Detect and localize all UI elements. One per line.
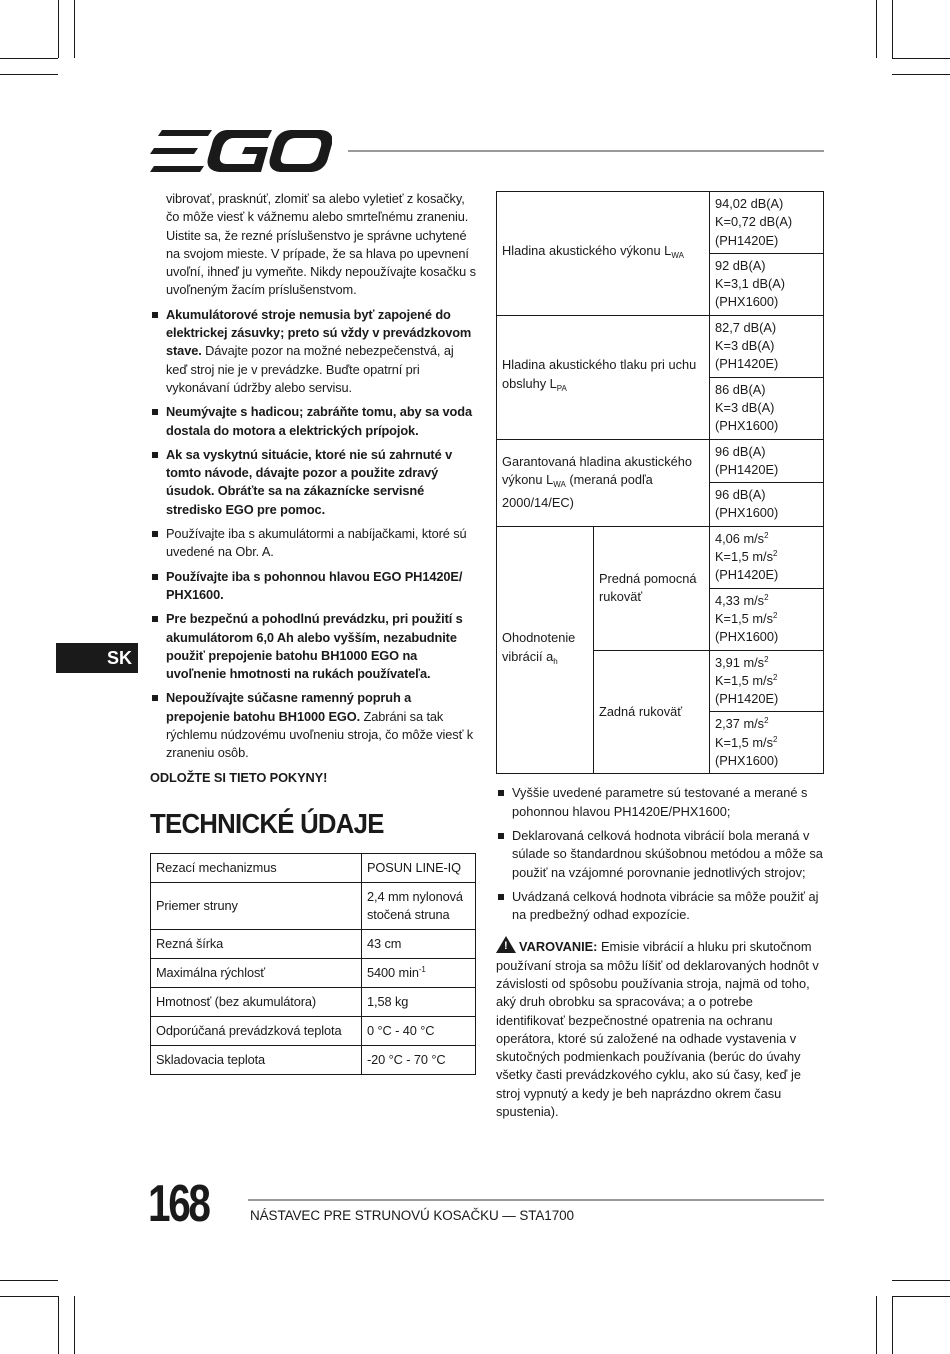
spec-label: Skladovacia teplota: [151, 1045, 362, 1074]
vibration-value: 3,91 $m/s^2$ K=1,5 $m/s^2$ (PH1420E): [710, 650, 824, 712]
vibration-label: Ohodnotenie vibrácií $a_h$: [497, 526, 594, 774]
note-item: Deklarovaná celková hodnota vibrácií bola meraná v súlade so štandardnou skúšobnou metódou a môže sa použiť na vzájomné porovnanie jednotlivých strojov;: [496, 827, 824, 882]
crop-mark: [0, 58, 58, 59]
crop-mark: [876, 0, 877, 58]
crop-mark: [0, 74, 58, 75]
ego-logo: [150, 130, 332, 172]
technical-data-table: [150, 853, 476, 1075]
spec-value: 43 cm: [362, 929, 476, 958]
spec-value: -20 °C - 70 °C: [362, 1045, 476, 1074]
lpa-value: 86 dB(A) K=3 dB(A) (PHX1600): [710, 377, 824, 439]
spec-value: 0 °C - 40 °C: [362, 1016, 476, 1045]
crop-mark: [0, 1280, 58, 1281]
table-row: [497, 315, 824, 377]
spec-value: POSUN LINE-IQ: [362, 853, 476, 882]
vibration-value: 2,37 $m/s^2$ K=1,5 $m/s^2$ (PHX1600): [710, 712, 824, 774]
table-row: [151, 1045, 476, 1074]
spec-value: 1,58 kg: [362, 987, 476, 1016]
table-row: [151, 853, 476, 882]
spec-label: Priemer struny: [151, 882, 362, 929]
crop-mark: [892, 1296, 893, 1354]
note-item: Vyššie uvedené parametre sú testované a merané s pohonnou hlavou PH1420E/PHX1600;: [496, 784, 824, 821]
safety-bullet: Používajte iba s pohonnou hlavou EGO PH1420E/ PHX1600.: [150, 568, 478, 605]
table-row: [151, 958, 476, 987]
safety-bullet: Používajte iba s akumulátormi a nabíjačkami, ktoré sú uvedené na Obr. A.: [150, 525, 478, 562]
spec-value: 5400 $\min^{-1}$: [362, 958, 476, 987]
table-row: [151, 929, 476, 958]
note-item: Uvádzaná celková hodnota vibrácie sa môže použiť aj na predbežný odhad expozície.: [496, 888, 824, 925]
lwa-label: Hladina akustického výkonu $L_{WA}$: [497, 192, 710, 316]
safety-bullet: Neumývajte s hadicou; zabráňte tomu, aby sa voda dostala do motora a elektrických prípojok.: [150, 403, 478, 440]
rear-handle-label: Zadná rukoväť: [594, 650, 710, 774]
warning-icon: !: [496, 936, 516, 953]
spec-label: Odporúčaná prevádzková teplota: [151, 1016, 362, 1045]
footer-rule: [248, 1199, 824, 1201]
safety-bullet: Ak sa vyskytnú situácie, ktoré nie sú zahrnuté v tomto návode, dávajte pozor a použite zdravý úsudok. Obráťte sa na zákaznícke servisné stredisko EGO pre pomoc.: [150, 446, 478, 519]
table-row: [151, 1016, 476, 1045]
intro-paragraph: vibrovať, prasknúť, zlomiť sa alebo vyletieť z kosačky, čo môže viesť k vážnemu alebo smrteľnému zraneniu. Uistite sa, že rezné príslušenstvo je správne uchytené na svojom mieste. V prípade, že sa hlava po upevnení uvoľní, ihneď ju vymeňte. Nikdy nepoužívajte kosačku s uvoľneným žacím príslušenstvom.: [166, 191, 476, 298]
spec-value: 2,4 mm nylonová stočená struna: [362, 882, 476, 929]
table-row: [151, 987, 476, 1016]
store-instructions-notice: ODLOŽTE SI TIETO POKYNY!: [150, 769, 328, 785]
guaranteed-value: 96 dB(A) (PH1420E): [710, 439, 824, 483]
lwa-value: 92 dB(A) K=3,1 dB(A) (PHX1600): [710, 253, 824, 315]
section-title: TECHNICKÉ ÚDAJE: [150, 807, 384, 839]
crop-mark: [74, 0, 75, 58]
header-rule: [348, 150, 824, 152]
crop-mark: [892, 74, 950, 75]
safety-bullet: Nepoužívajte súčasne ramenný popruh a prepojenie batohu BH1000 EGO. Zabráni sa tak rýchlemu núdzovému uvoľneniu stroja, čo môže viesť k zraneniu osôb.: [150, 689, 478, 762]
table-row: [497, 439, 824, 483]
guaranteed-value: 96 dB(A) (PHX1600): [710, 483, 824, 527]
spec-label: Rezná šírka: [151, 929, 362, 958]
table-row: [151, 882, 476, 929]
crop-mark: [892, 1280, 950, 1281]
spec-label: Hmotnosť (bez akumulátora): [151, 987, 362, 1016]
warning-paragraph: ! VAROVANIE: Emisie vibrácií a hluku pri skutočnom používaní stroja sa môžu líšiť od deklarovaných hodnôt v závislosti od spôsobu používania stroja, najmä od toho, aký druh obrobku sa spracováva; a o potrebe identifikovať bezpečnostné opatrenia na ochranu operátora, ktoré sú založené na odhade vystavenia v skutočných podmienkach používania (berúc do úvahy všetky časti prevádzkového cyklu, ako sú časy, keď je stroj vypnutý a kedy je beh naprázdno okrem času spustenia).: [496, 936, 824, 1121]
vibration-value: 4,33 $m/s^2$ K=1,5 $m/s^2$ (PHX1600): [710, 588, 824, 650]
crop-mark: [892, 58, 950, 59]
vibration-value: 4,06 $m/s^2$ K=1,5 $m/s^2$ (PH1420E): [710, 526, 824, 588]
crop-mark: [58, 1296, 59, 1354]
safety-bullet: Akumulátorové stroje nemusia byť zapojené do elektrickej zásuvky; preto sú vždy v prevádzkovom stave. Dávajte pozor na možné nebezpečenstvá, aj keď stroj nie je v prevádzke. Buďte opatrní pri vykonávaní údržby alebo servisu.: [150, 306, 478, 397]
front-handle-label: Predná pomocná rukoväť: [594, 526, 710, 650]
lwa-value: 94,02 dB(A) K=0,72 dB(A) (PH1420E): [710, 192, 824, 254]
lpa-label: Hladina akustického tlaku pri uchu obsluhy $L_{PA}$: [497, 315, 710, 439]
left-column: [150, 190, 478, 1075]
table-row: [497, 526, 824, 588]
language-tab: SK: [56, 643, 138, 673]
crop-mark: [74, 1296, 75, 1354]
table-row: [497, 192, 824, 254]
notes-list: [496, 784, 824, 924]
spec-label: Rezací mechanizmus: [151, 853, 362, 882]
footer-title: NÁSTAVEC PRE STRUNOVÚ KOSAČKU — STA1700: [250, 1208, 574, 1223]
lpa-value: 82,7 dB(A) K=3 dB(A) (PH1420E): [710, 315, 824, 377]
crop-mark: [892, 0, 893, 58]
page-number: 168: [148, 1175, 209, 1233]
guaranteed-label: Garantovaná hladina akustického výkonu $L_{WA}$ (meraná podľa 2000/14/EC): [497, 439, 710, 526]
crop-mark: [0, 1296, 58, 1297]
right-column: [496, 191, 824, 1134]
crop-mark: [876, 1296, 877, 1354]
safety-bullet: Pre bezpečnú a pohodlnú prevádzku, pri použití s akumulátorom 6,0 Ah alebo vyšším, nezabudnite použiť prepojenie batohu BH1000 EGO na uvoľnenie hmotnosti na rukách používateľa.: [150, 610, 478, 683]
noise-vibration-table: [496, 191, 824, 774]
spec-label: Maximálna rýchlosť: [151, 958, 362, 987]
crop-mark: [58, 0, 59, 58]
crop-mark: [892, 1296, 950, 1297]
